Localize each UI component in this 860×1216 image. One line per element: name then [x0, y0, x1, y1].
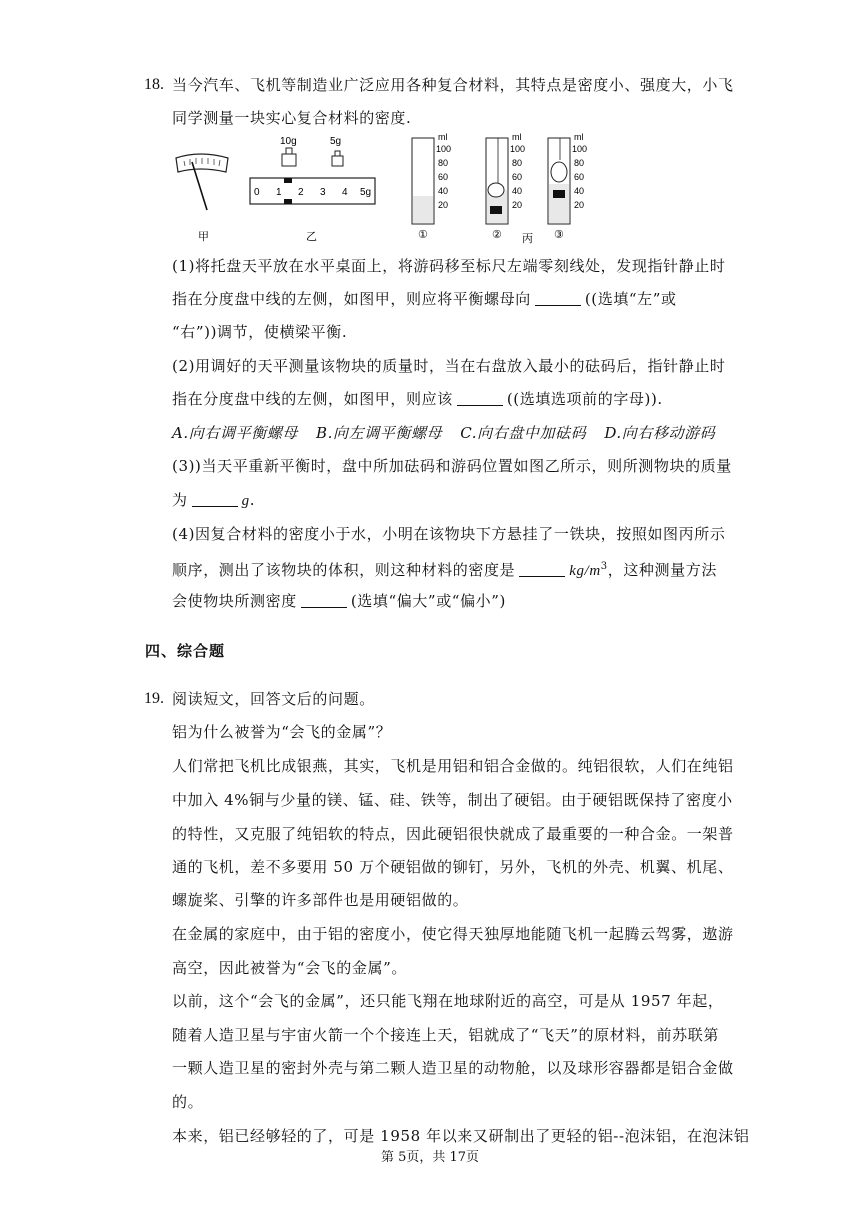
- q18-part3-text: 为: [172, 491, 188, 509]
- q18-part1-hint: ((选填“左”或: [584, 290, 677, 308]
- answer-blank[interactable]: [535, 291, 581, 306]
- page-footer: 第 5页，共 17页: [380, 1150, 480, 1165]
- option-c: C.向右盘中加砝码: [460, 424, 587, 442]
- cylinder-unit-label: ml: [438, 132, 448, 142]
- q18-part2-text: 指在分度盘中线的左侧，如图甲，则应该: [172, 390, 453, 408]
- ruler-tick: 2: [298, 187, 304, 198]
- cylinder-scale: 20: [574, 200, 585, 210]
- q18-intro-line2: 同学测量一块实心复合材料的密度.: [172, 109, 412, 127]
- experiment-figure: [170, 128, 610, 246]
- option-b: B.向左调平衡螺母: [316, 424, 443, 442]
- q18-part3-line1: (3))当天平重新平衡时，盘中所加砝码和游码位置如图乙所示，则所测物块的质量: [172, 457, 732, 475]
- q18-part4-line2: [172, 557, 717, 581]
- unit-g: g: [241, 493, 250, 509]
- q18-part4-hint: (选填“偏大”或“偏小”): [350, 592, 506, 610]
- q19-line: 随着人造卫星与宇宙火箭一个个接连上天，铝就成了“飞天”的原材料，前苏联第: [172, 1026, 719, 1044]
- ruler-tick: 5g: [360, 187, 372, 198]
- cylinder-label-1: ①: [418, 229, 428, 241]
- cylinder-scale: 80: [438, 158, 449, 168]
- q18-part3-line2: 为 g.: [172, 491, 256, 509]
- q18-part4-text: 顺序，测出了该物块的体积，则这种材料的密度是: [172, 561, 516, 579]
- unit-exponent: 3: [600, 561, 608, 572]
- q19-line: 的特性，又克服了纯铝软的特点，因此硬铝很快就成了最重要的一种合金。一架普: [172, 825, 734, 843]
- label-jia: 甲: [198, 231, 209, 243]
- cylinder-scale: 60: [574, 172, 585, 182]
- q18-part4-text2: ，这种测量方法: [607, 561, 717, 579]
- question-number-19: 19.: [144, 690, 164, 707]
- cylinder-scale: 20: [512, 200, 523, 210]
- q18-part2-hint: ((选填选项前的字母)).: [506, 390, 663, 408]
- q18-options: [172, 423, 715, 443]
- q18-part4-line1: (4)因复合材料的密度小于水，小明在该物块下方悬挂了一铁块，按照如图丙所示: [172, 525, 726, 543]
- q18-part2-line1: (2)用调好的天平测量该物块的质量时，当在右盘放入最小的砝码后，指针静止时: [172, 357, 726, 375]
- label-yi: 乙: [306, 231, 317, 243]
- q18-part4-line3: [172, 591, 506, 611]
- cylinder-3: [548, 132, 587, 224]
- q18-part1-line3: “右”))调节，使横梁平衡.: [172, 323, 348, 341]
- q19-line: 以前，这个“会飞的金属”，还只能飞翔在地球附近的高空，可是从 1957 年起，: [172, 992, 724, 1010]
- q19-line: 螺旋桨、引擎的许多部件也是用硬铝做的。: [172, 891, 469, 909]
- option-d: D.向右移动游码: [604, 424, 716, 442]
- q19-line: 本来，铝已经够轻的了，可是 1958 年以来又研制出了更轻的铝--泡沫铝，在泡沫铝: [172, 1127, 750, 1145]
- option-a: A.向右调平衡螺母: [172, 424, 299, 442]
- q19-line: 人们常把飞机比成银燕，其实，飞机是用铝和铝合金做的。纯铝很软，人们在纯铝: [172, 757, 734, 775]
- cylinder-unit-label: ml: [512, 132, 522, 142]
- balance-dial-jia: [176, 154, 228, 210]
- q18-part1-line2: [172, 289, 677, 309]
- weights-yi: [282, 148, 343, 166]
- cylinder-scale: 100: [436, 144, 452, 154]
- unit-kg-per-m3: kg/m: [569, 563, 601, 579]
- cylinder-scale: 100: [572, 144, 588, 154]
- cylinder-scale: 60: [512, 172, 523, 182]
- cylinder-unit-label: ml: [574, 132, 584, 142]
- answer-blank[interactable]: [457, 391, 503, 406]
- answer-blank[interactable]: [301, 593, 347, 608]
- answer-blank[interactable]: [192, 492, 238, 507]
- ruler-tick: 4: [342, 187, 348, 198]
- cylinder-scale: 40: [438, 186, 449, 196]
- ruler-tick: 3: [320, 187, 326, 198]
- q19-line: 通的飞机，差不多要用 50 万个硬铝做的铆钉，另外，飞机的外壳、机翼、机尾、: [172, 858, 734, 876]
- cylinder-label-2: ②: [492, 229, 502, 241]
- label-bing: 丙: [522, 233, 533, 245]
- weight-5g-label: 5g: [330, 136, 342, 147]
- q19-line: 高空，因此被誉为“会飞的金属”。: [172, 959, 407, 977]
- q18-part2-line2: [172, 389, 663, 409]
- q18-part1-text: 指在分度盘中线的左侧，如图甲，则应将平衡螺母向: [172, 290, 531, 308]
- cylinder-2: [486, 132, 525, 224]
- weight-10g-label: 10g: [280, 136, 297, 147]
- answer-blank[interactable]: [519, 562, 565, 577]
- q18-intro-line1: 当今汽车、飞机等制造业广泛应用各种复合材料，其特点是密度小、强度大，小飞: [172, 76, 734, 94]
- q18-part1-line1: (1)将托盘天平放在水平桌面上，将游码移至标尺左端零刻线处，发现指针静止时: [172, 257, 726, 275]
- cylinder-label-3: ③: [554, 229, 564, 241]
- q19-line: 一颗人造卫星的密封外壳与第二颗人造卫星的动物舱，以及球形容器都是铝合金做: [172, 1059, 734, 1077]
- question-number-18: 18.: [144, 76, 164, 93]
- ruler-tick: 0: [254, 187, 260, 198]
- cylinder-scale: 60: [438, 172, 449, 182]
- cylinder-1: [412, 132, 451, 224]
- q19-line: 的。: [172, 1093, 204, 1111]
- q19-line: 中加入 4%铜与少量的镁、锰、硅、铁等，制出了硬铝。由于硬铝既保持了密度小: [172, 791, 733, 809]
- cylinder-scale: 80: [512, 158, 523, 168]
- cylinder-scale: 20: [438, 200, 449, 210]
- cylinder-scale: 40: [574, 186, 585, 196]
- q18-part4-text3: 会使物块所测密度: [172, 592, 297, 610]
- ruler-yi: [250, 178, 375, 204]
- q19-line: 铝为什么被誉为“会飞的金属”？: [172, 723, 392, 741]
- section-heading: 四、综合题: [145, 642, 226, 660]
- ruler-tick: 1: [276, 187, 282, 198]
- q19-line: 阅读短文，回答文后的问题。: [172, 690, 375, 708]
- cylinder-scale: 40: [512, 186, 523, 196]
- cylinder-scale: 100: [510, 144, 526, 154]
- cylinder-scale: 80: [574, 158, 585, 168]
- q19-line: 在金属的家庭中，由于铝的密度小，使它得天独厚地能随飞机一起腾云驾雾，遨游: [172, 925, 734, 943]
